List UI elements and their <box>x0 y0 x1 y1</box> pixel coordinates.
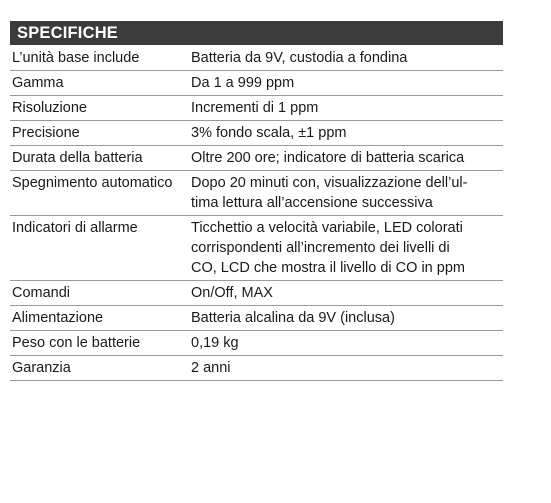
spec-label: Peso con le batterie <box>10 331 191 356</box>
spec-label: Durata della batteria <box>10 146 191 171</box>
spec-value: Batteria da 9V, custodia a fondina <box>191 45 503 71</box>
specs-section <box>10 21 503 381</box>
spec-row <box>10 45 503 71</box>
spec-value: On/Off, MAX <box>191 281 503 306</box>
spec-value: Da 1 a 999 ppm <box>191 71 503 96</box>
spec-value: Incrementi di 1 ppm <box>191 96 503 121</box>
spec-label: Spegnimento automatico <box>10 171 191 216</box>
spec-row <box>10 281 503 306</box>
spec-row <box>10 216 503 281</box>
spec-row <box>10 71 503 96</box>
spec-value: 2 anni <box>191 356 503 381</box>
spec-row <box>10 331 503 356</box>
spec-label: Indicatori di allarme <box>10 216 191 281</box>
spec-row <box>10 96 503 121</box>
spec-label: Comandi <box>10 281 191 306</box>
section-header: SPECIFICHE <box>10 21 503 45</box>
spec-value: Oltre 200 ore; indicatore di batteria scarica <box>191 146 503 171</box>
spec-label: Precisione <box>10 121 191 146</box>
spec-value: 0,19 kg <box>191 331 503 356</box>
specs-table <box>10 45 503 381</box>
spec-row <box>10 146 503 171</box>
spec-label: Gamma <box>10 71 191 96</box>
spec-value: Dopo 20 minuti con, visualizzazione dell’ul- tima lettura all’accensione successiva <box>191 171 503 216</box>
spec-value: 3% fondo scala, ±1 ppm <box>191 121 503 146</box>
spec-label: L’unità base include <box>10 45 191 71</box>
spec-row <box>10 306 503 331</box>
spec-label: Garanzia <box>10 356 191 381</box>
spec-row <box>10 121 503 146</box>
spec-value: Ticchettio a velocità variabile, LED colorati corrispondenti all’incremento dei livelli di CO, LCD che mostra il livello di CO in ppm <box>191 216 503 281</box>
spec-row <box>10 356 503 381</box>
spec-label: Alimentazione <box>10 306 191 331</box>
spec-row <box>10 171 503 216</box>
spec-label: Risoluzione <box>10 96 191 121</box>
spec-value: Batteria alcalina da 9V (inclusa) <box>191 306 503 331</box>
